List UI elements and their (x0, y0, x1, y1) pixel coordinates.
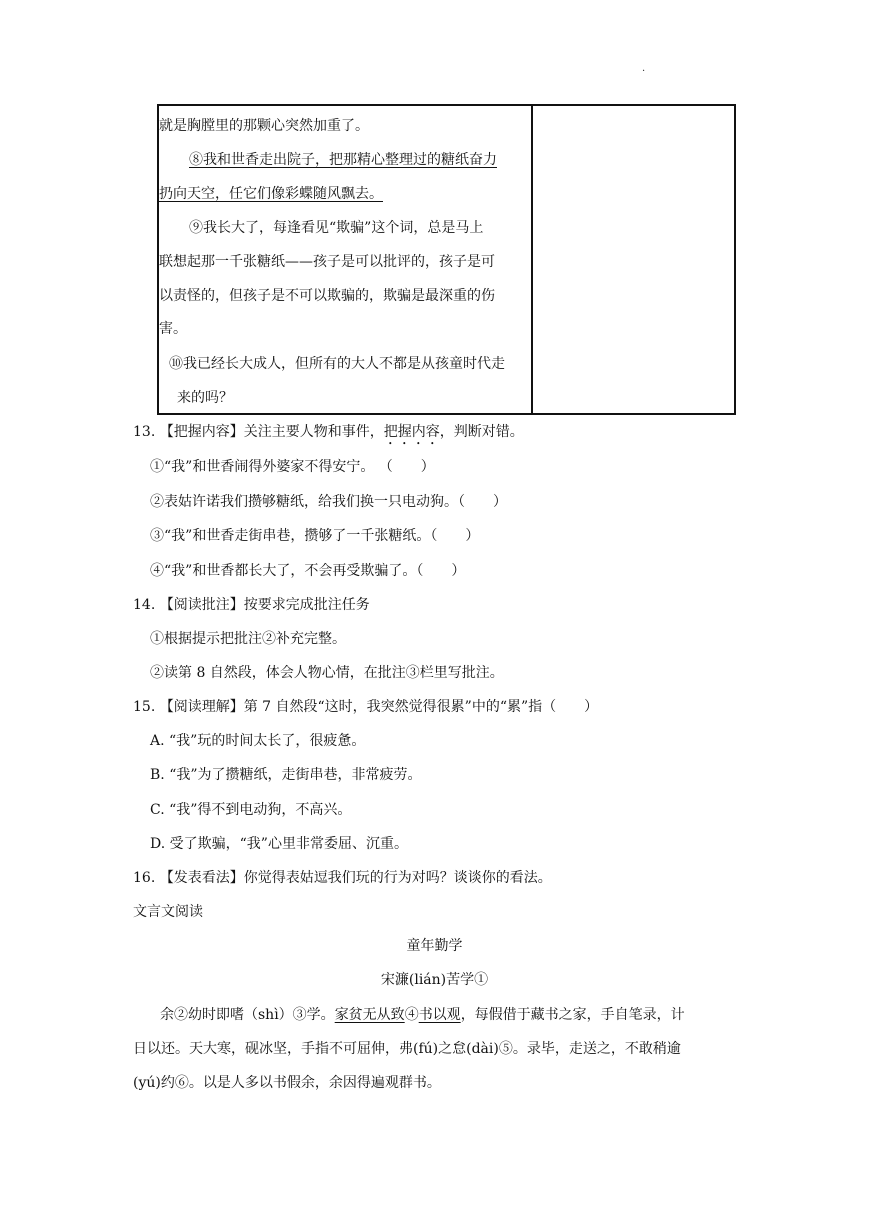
passage-line: 来的吗？ (177, 390, 233, 406)
judgement-item[interactable]: ②表姑许诺我们攒够糖纸，给我们换一只电动狗。（ ） (150, 494, 507, 510)
passage-title: 童年勤学 (406, 938, 463, 954)
task-item: ①根据提示把批注②补充完整。 (150, 631, 346, 647)
question-text: 按要求完成批注任务 (243, 597, 370, 613)
choice-option-b[interactable]: B. “我”为了攒糖纸，走街串巷，非常疲劳。 (150, 767, 422, 783)
passage-line-underlined: ⑧我和世香走出院子，把那精心整理过的糖纸奋力 (189, 152, 497, 168)
choice-option-a[interactable]: A. “我”玩的时间太长了，很疲惫。 (150, 733, 366, 749)
question-15 (133, 698, 598, 716)
classical-line: (yú)约⑥。以是人多以书假余，余因得遍观群书。 (133, 1075, 441, 1091)
choice-option-d[interactable]: D. 受了欺骗，“我”心里非常委屈、沉重。 (150, 836, 408, 852)
judgement-item[interactable]: ④“我”和世香都长大了，不会再受欺骗了。（ ） (150, 563, 466, 579)
question-number: 14. (133, 597, 156, 613)
question-16 (133, 869, 552, 887)
passage-subtitle: 宋濂(lián)苦学① (380, 972, 489, 988)
classical-line (160, 1006, 685, 1024)
choice-option-c[interactable]: C. “我”得不到电动狗，不高兴。 (150, 802, 352, 818)
question-tag: 【把握内容】 (159, 424, 244, 440)
question-14 (133, 596, 370, 614)
question-number: 13. (133, 424, 156, 440)
passage-line: ⑨我长大了，每逢看见“欺骗”这个词，总是马上 (189, 220, 484, 236)
annotation-cell[interactable] (533, 106, 734, 413)
question-tag: 【阅读批注】 (159, 597, 244, 613)
question-tag: 【发表看法】 (159, 870, 244, 886)
question-text: 关注主要人物和事件， (243, 424, 384, 440)
passage-line-underlined: 扔向天空，任它们像彩蝶随风飘去。 (159, 186, 383, 202)
task-item: ②读第 8 自然段，体会人物心情，在批注③栏里写批注。 (150, 665, 504, 681)
passage-table (157, 104, 736, 415)
text-run: ，每假借于藏书之家，手自笔录，计 (460, 1007, 685, 1023)
question-number: 15. (133, 699, 156, 715)
underlined-phrase: 家贫无从致 (334, 1007, 405, 1023)
underlined-phrase: 书以观 (418, 1007, 461, 1023)
question-number: 16. (133, 870, 156, 886)
passage-line: 害。 (159, 321, 187, 337)
question-13 (133, 423, 524, 448)
passage-line: ⑩我已经长大成人，但所有的大人不都是从孩童时代走 (169, 356, 505, 372)
text-run: 余②幼时即嗜（shì）③学。 (160, 1007, 335, 1023)
judgement-item[interactable]: ③“我”和世香走街串巷，攒够了一千张糖纸。（ ） (150, 528, 480, 544)
text-run: ④ (404, 1007, 419, 1023)
question-text: 你觉得表姑逗我们玩的行为对吗？谈谈你的看法。 (243, 870, 552, 886)
question-text: 第 7 自然段“这时，我突然觉得很累”中的“累”指（ ） (243, 699, 599, 715)
header-mark: · (642, 66, 646, 77)
passage-line: 联想起那一千张糖纸——孩子是可以批评的，孩子是可 (159, 254, 495, 270)
passage-line: 以责怪的，但孩子是不可以欺骗的，欺骗是最深重的伤 (159, 288, 495, 304)
passage-line: 就是胸膛里的那颗心突然加重了。 (159, 118, 369, 134)
section-label: 文言文阅读 (133, 904, 203, 920)
judgement-item[interactable]: ①“我”和世香闹得外婆家不得安宁。 （ ） (150, 459, 435, 475)
emphasis-text: 把握内容 (383, 424, 440, 440)
question-text: ，判断对错。 (439, 424, 524, 440)
question-tag: 【阅读理解】 (159, 699, 244, 715)
classical-line: 日以还。天大寒，砚冰坚，手指不可屈伸，弗(fú)之怠(dài)⑤。录毕，走送之，不敢稍逾 (133, 1041, 681, 1057)
